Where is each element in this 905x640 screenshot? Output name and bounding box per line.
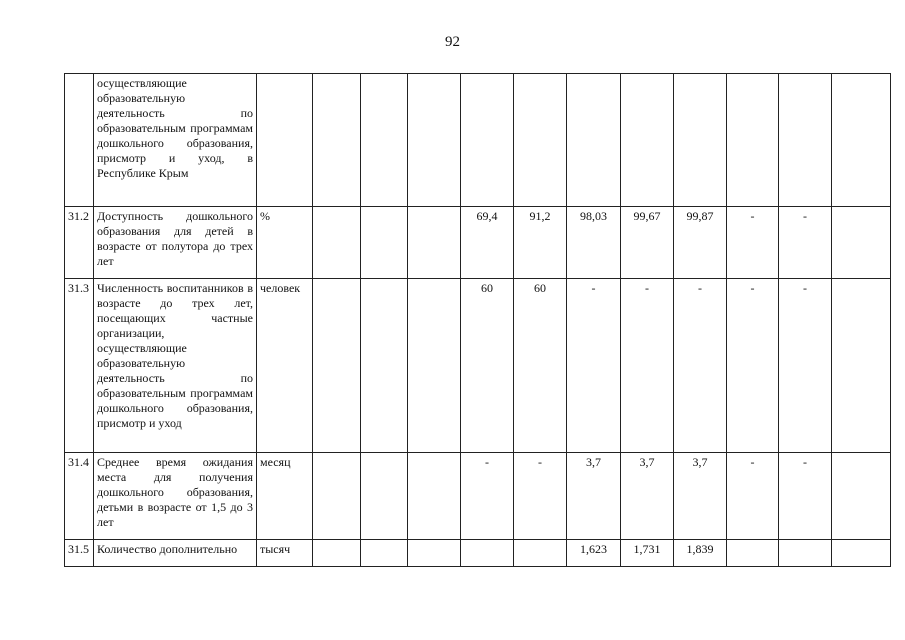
indicator-name: Среднее время ожидания места для получения дошкольного образования, детьми в возрасте от 1,5 до 3 лет: [94, 453, 257, 540]
unit-cell: человек: [257, 279, 313, 453]
value-cell: 91,2: [514, 207, 567, 279]
value-cell: [674, 74, 727, 207]
value-cell: 1,731: [621, 540, 674, 567]
table-row: [65, 207, 891, 279]
row-number: 31.3: [65, 279, 94, 453]
value-cell: 99,67: [621, 207, 674, 279]
row-number: 31.5: [65, 540, 94, 567]
value-cell: [361, 207, 408, 279]
value-cell: -: [779, 279, 832, 453]
indicator-name: Количество дополнительно: [94, 540, 257, 567]
indicator-name: осуществляющие образовательную деятельность по образовательным программам дошкольного образования, присмотр и уход, в Республике Крым: [94, 74, 257, 207]
value-cell: -: [567, 279, 621, 453]
value-cell: [361, 279, 408, 453]
value-cell: [832, 453, 891, 540]
row-number: 31.2: [65, 207, 94, 279]
value-cell: 60: [461, 279, 514, 453]
value-cell: [832, 207, 891, 279]
value-cell: [313, 453, 361, 540]
indicator-name: Численность воспитанников в возрасте до трех лет, посещающих частные организации, осуществляющие образовательную деятельность по образовательным программам дошкольного образования, присмотр и уход: [94, 279, 257, 453]
value-cell: [408, 540, 461, 567]
value-cell: 99,87: [674, 207, 727, 279]
page-number: 92: [445, 34, 460, 50]
value-cell: [408, 453, 461, 540]
value-cell: -: [461, 453, 514, 540]
unit-cell: тысяч: [257, 540, 313, 567]
value-cell: -: [727, 207, 779, 279]
value-cell: [461, 74, 514, 207]
value-cell: [779, 74, 832, 207]
row-number: 31.4: [65, 453, 94, 540]
table-row: [65, 279, 891, 453]
value-cell: 1,839: [674, 540, 727, 567]
value-cell: 3,7: [567, 453, 621, 540]
value-cell: 69,4: [461, 207, 514, 279]
row-number: [65, 74, 94, 207]
indicator-name: Доступность дошкольного образования для детей в возрасте от полутора до трех лет: [94, 207, 257, 279]
table-row: [65, 540, 891, 567]
value-cell: [313, 74, 361, 207]
value-cell: 1,623: [567, 540, 621, 567]
value-cell: -: [727, 279, 779, 453]
value-cell: 3,7: [621, 453, 674, 540]
unit-cell: [257, 74, 313, 207]
value-cell: -: [514, 453, 567, 540]
value-cell: -: [779, 207, 832, 279]
value-cell: [832, 279, 891, 453]
value-cell: [361, 453, 408, 540]
value-cell: [514, 540, 567, 567]
value-cell: [461, 540, 514, 567]
value-cell: [313, 207, 361, 279]
value-cell: -: [779, 453, 832, 540]
value-cell: -: [727, 453, 779, 540]
value-cell: [408, 74, 461, 207]
value-cell: [779, 540, 832, 567]
value-cell: [727, 540, 779, 567]
value-cell: 98,03: [567, 207, 621, 279]
value-cell: [832, 74, 891, 207]
value-cell: [361, 540, 408, 567]
value-cell: [621, 74, 674, 207]
value-cell: [313, 540, 361, 567]
table-row: [65, 453, 891, 540]
value-cell: [408, 279, 461, 453]
value-cell: [408, 207, 461, 279]
table-row: [65, 74, 891, 207]
indicators-table: [64, 73, 891, 567]
value-cell: [313, 279, 361, 453]
value-cell: -: [621, 279, 674, 453]
value-cell: -: [674, 279, 727, 453]
value-cell: [514, 74, 567, 207]
value-cell: [727, 74, 779, 207]
value-cell: 3,7: [674, 453, 727, 540]
value-cell: [832, 540, 891, 567]
value-cell: [567, 74, 621, 207]
unit-cell: месяц: [257, 453, 313, 540]
unit-cell: %: [257, 207, 313, 279]
value-cell: [361, 74, 408, 207]
value-cell: 60: [514, 279, 567, 453]
